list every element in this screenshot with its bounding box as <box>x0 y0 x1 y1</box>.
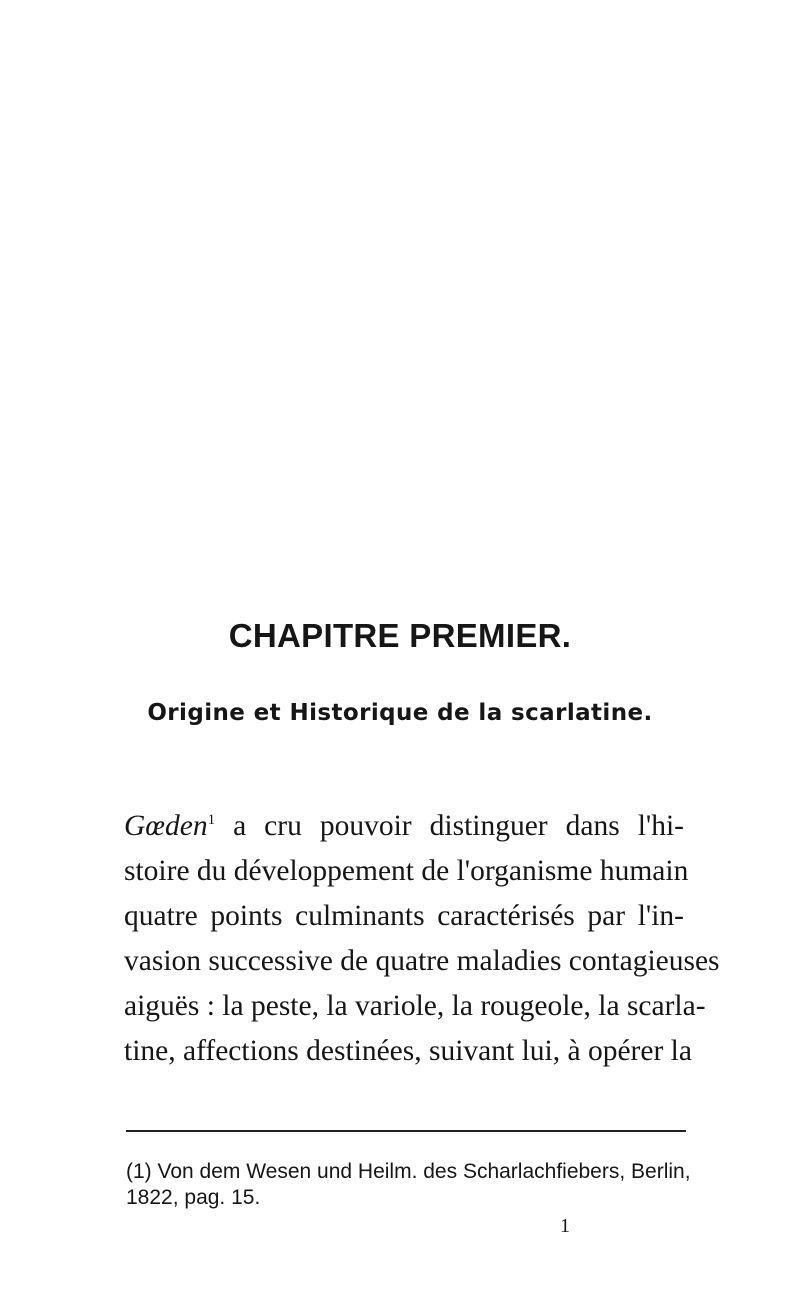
body-line-text: a cru pouvoir distinguer dans l'hi- <box>215 810 684 842</box>
body-line: stoire du développement de l'organisme humain <box>124 855 689 887</box>
body-line: quatre points culminants caractérisés par l'in- <box>124 900 684 932</box>
body-paragraph <box>124 804 720 1074</box>
footnote <box>126 1159 691 1211</box>
author-name: Gœden <box>124 810 208 842</box>
chapter-title: CHAPITRE PREMIER. <box>228 617 572 654</box>
footnote-divider <box>126 1130 686 1132</box>
body-line <box>124 804 684 849</box>
body-line: tine, affections destinées, suivant lui, à opérer la <box>124 1035 692 1067</box>
footnote-line: 1822, pag. 15. <box>126 1186 261 1209</box>
footnote-line: (1) Von dem Wesen und Heilm. des Scharlachfiebers, Berlin, <box>126 1160 691 1183</box>
section-title: Origine et Historique de la scarlatine. <box>147 700 653 726</box>
body-line: aiguës : la peste, la variole, la rougeole, la scarla- <box>124 990 706 1022</box>
footnote-reference: 1 <box>207 812 216 829</box>
page-signature: 1 <box>560 1215 570 1237</box>
body-line: vasion successive de quatre maladies contagieuses <box>124 945 720 977</box>
